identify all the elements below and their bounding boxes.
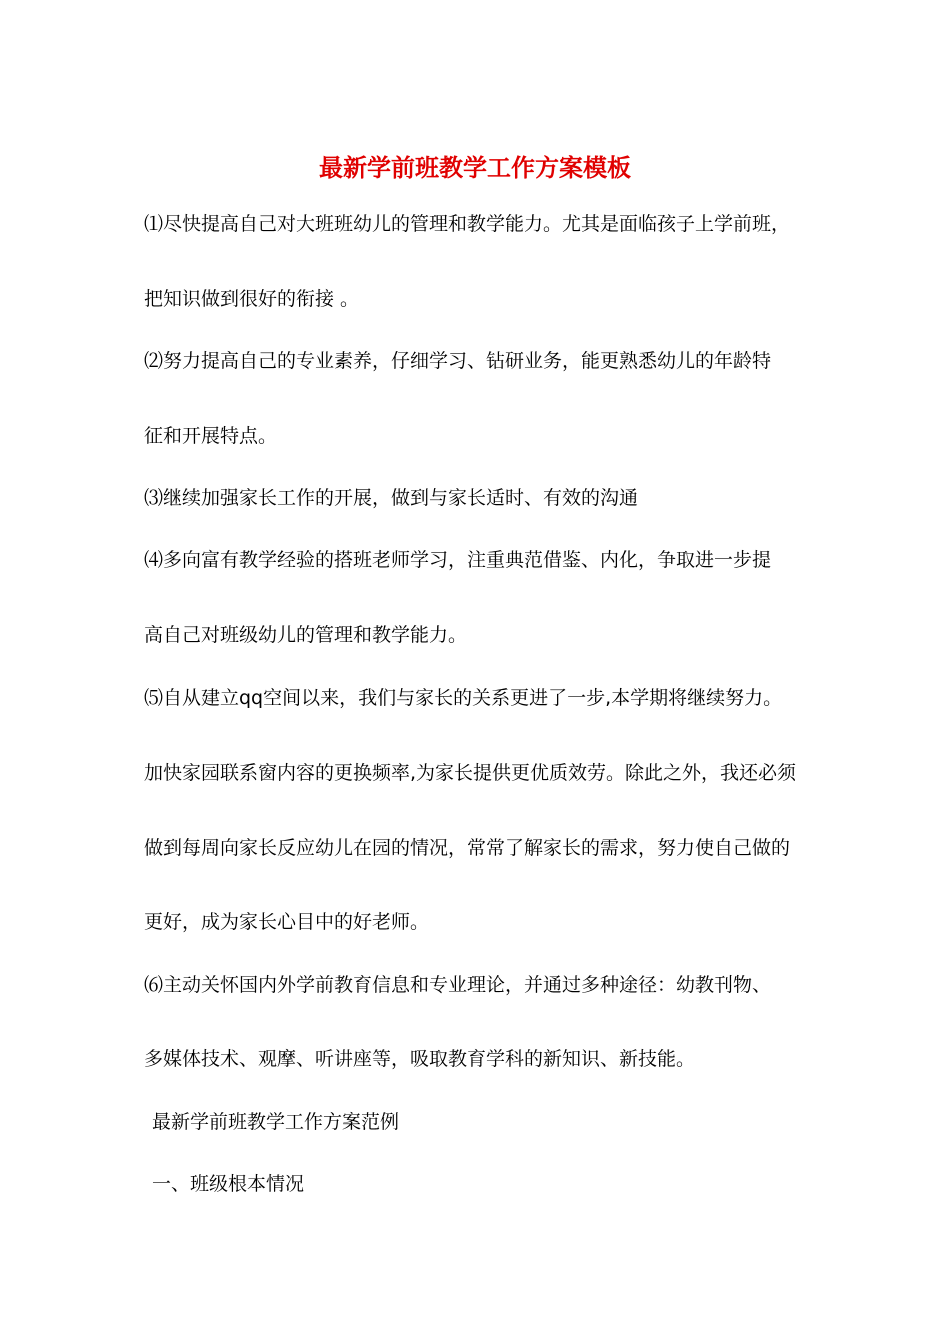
paragraph-line: 更好，成为家长心目中的好老师。 <box>144 911 430 933</box>
paragraph-line: ⑴尽快提高自己对大班班幼儿的管理和教学能力。尤其是面临孩子上学前班， <box>144 213 791 235</box>
paragraph-line: 把知识做到很好的衔接 。 <box>144 288 360 310</box>
paragraph-line: 高自己对班级幼儿的管理和教学能力。 <box>144 624 468 646</box>
paragraph-line: ⑸自从建立qq空间以来，我们与家长的关系更进了一步,本学期将继续努力。 <box>144 687 783 709</box>
document-title: 最新学前班教学工作方案模板 <box>319 153 631 182</box>
paragraph-line: 加快家园联系窗内容的更换频率,为家长提供更优质效劳。除此之外，我还必须 <box>144 762 797 784</box>
paragraph-line: 多媒体技术、观摩、听讲座等，吸取教育学科的新知识、新技能。 <box>144 1048 696 1070</box>
paragraph-line: ⑵努力提高自己的专业素养，仔细学习、钻研业务，能更熟悉幼儿的年龄特 <box>144 350 772 372</box>
paragraph-line: 做到每周向家长反应幼儿在园的情况，常常了解家长的需求，努力使自己做的 <box>144 837 791 859</box>
paragraph-line: ⑹主动关怀国内外学前教育信息和专业理论，并通过多种途径：幼教刊物、 <box>144 974 772 996</box>
section-heading: 最新学前班教学工作方案范例 <box>152 1111 400 1133</box>
section-heading: 一、班级根本情况 <box>152 1173 305 1195</box>
paragraph-line: 征和开展特点。 <box>144 425 278 447</box>
paragraph-line: ⑶继续加强家长工作的开展，做到与家长适时、有效的沟通 <box>144 487 639 509</box>
paragraph-line: ⑷多向富有教学经验的搭班老师学习，注重典范借鉴、内化，争取进一步提 <box>144 549 772 571</box>
